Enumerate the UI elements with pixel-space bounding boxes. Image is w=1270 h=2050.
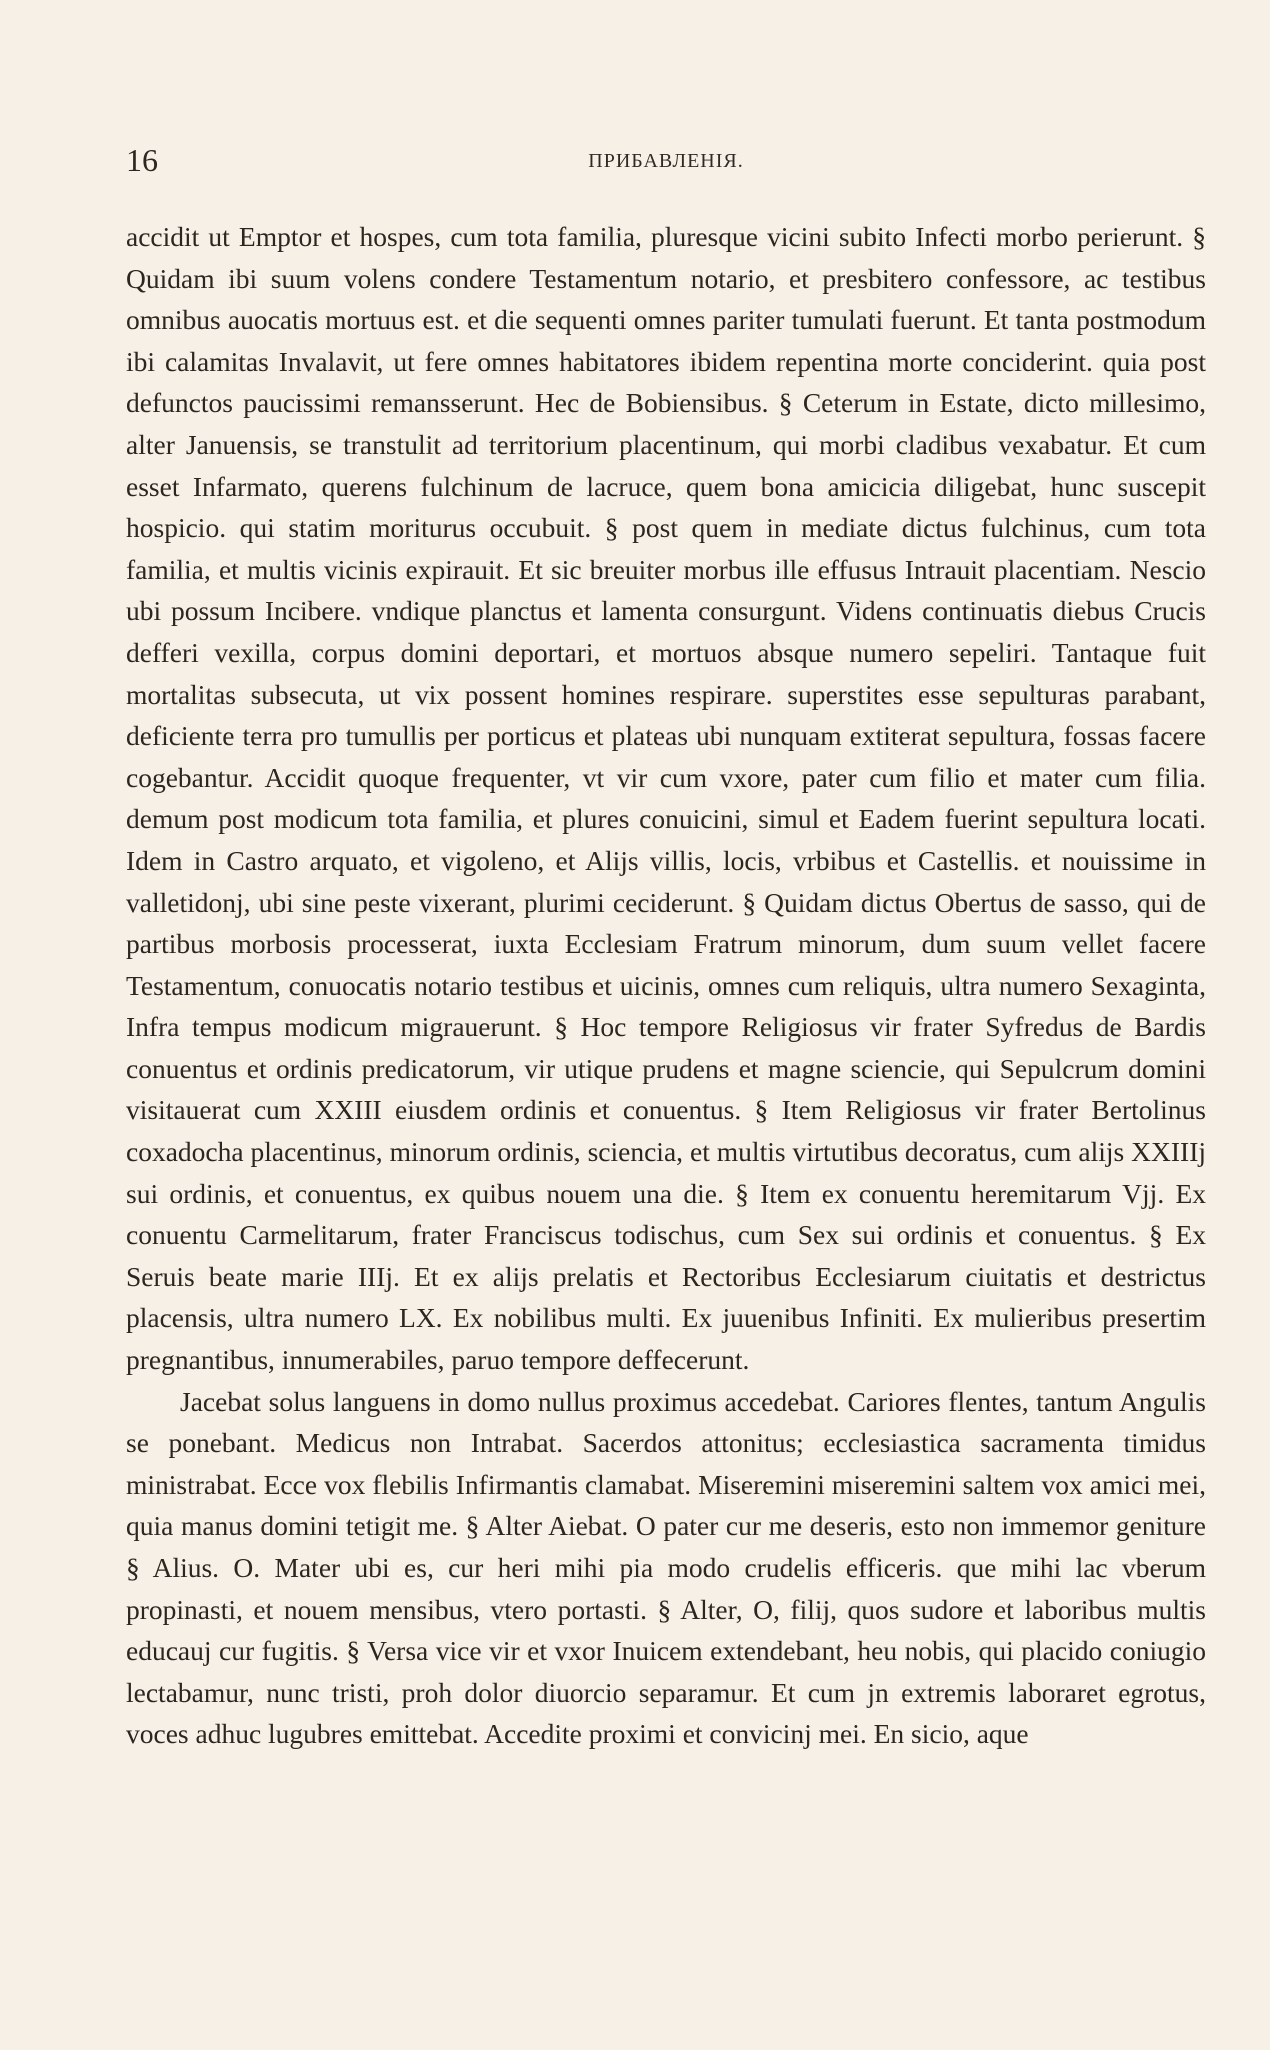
paragraph-2: Jacebat solus languens in domo nullus proximus accedebat. Cariores flentes, tantum Angulis se ponebant. Medicus non Intrabat. Sacerdos attonitus; ecclesiastica sacramenta timidus ministrabat. Ecce vox flebilis Infirmantis clamabat. Miseremini miseremini saltem vox amici mei, quia manus domini tetigit me. § Alter Aiebat. O pater cur me deseris, esto non immemor geniture § Alius. O. Mater ubi es, cur heri mihi pia modo crudelis efficeris. que mihi lac vberum propinasti, et nouem mensibus, vtero portasti. § Alter, O, filij, quos sudore et laboribus multis educauj cur fugitis. § Versa vice vir et vxor Inuicem extendebant, heu nobis, qui placido coniugio lectabamur, nunc tristi, proh dolor diuorcio separamur. Et cum jn extremis laboraret egrotus, voces adhuc lugubres emittebat. Accedite proximi et convicinj mei. En sicio, aque	[126, 1385, 1206, 1750]
page-number: 16	[126, 142, 158, 178]
page-header	[126, 140, 1206, 180]
running-head: ПРИБАВЛЕНІЯ.	[588, 150, 744, 172]
body-text	[126, 216, 1206, 1755]
paragraph-1: accidit ut Emptor et hospes, cum tota familia, pluresque vicini subito Infecti morbo perierunt. § Quidam ibi suum volens condere Testamentum notario, et presbitero confessore, ac testibus omnibus auocatis mortuus est. et die sequenti omnes pariter tumulati fuerunt. Et tanta postmodum ibi calamitas Invalavit, ut fere omnes habitatores ibidem repentina morte conciderint. quia post defunctos paucissimi remansserunt. Hec de Bobiensibus. § Ceterum in Estate, dicto millesimo, alter Januensis, se transtulit ad territorium placentinum, qui morbi cladibus vexabatur. Et cum esset Infarmato, querens fulchinum de lacruce, quem bona amicicia diligebat, hunc suscepit hospicio. qui statim moriturus occubuit. § post quem in mediate dictus fulchinus, cum tota familia, et multis vicinis expirauit. Et sic breuiter morbus ille effusus Intrauit placentiam. Nescio ubi possum Incibere. vndique planctus et lamenta consurgunt. Videns continuatis diebus Crucis defferi vexilla, corpus domini deportari, et mortuos absque numero sepeliri. Tantaque fuit mortalitas subsecuta, ut vix possent homines respirare. superstites esse sepulturas parabant, deficiente terra pro tumullis per porticus et plateas ubi nunquam extiterat sepultura, fossas facere cogebantur. Accidit quoque frequenter, vt vir cum vxore, pater cum filio et mater cum filia. demum post modicum tota familia, et plures conuicini, simul et Eadem fuerint sepultura locati. Idem in Castro arquato, et vigoleno, et Alijs villis, locis, vrbibus et Castellis. et nouissime in valletidonj, ubi sine peste vixerant, plurimi ceciderunt. § Quidam dictus Obertus de sasso, qui de partibus morbosis processerat, iuxta Ecclesiam Fratrum minorum, dum suum vellet facere Testamentum, conuocatis notario testibus et uicinis, omnes cum reliquis, ultra numero Sexaginta, Infra tempus modicum migrauerunt. § Hoc tempore Religiosus vir frater Syfredus de Bardis conuentus et ordinis predicatorum, vir utique prudens et magne sciencie, qui Sepulcrum domini visitauerat cum XXIII eiusdem ordinis et conuentus. § Item Religiosus vir frater Bertolinus coxadocha placentinus, minorum ordinis, sciencia, et multis virtutibus decoratus, cum alijs XXIIIj sui ordinis, et conuentus, ex quibus nouem una die. § Item ex conuentu heremitarum Vjj. Ex conuentu Carmelitarum, frater Franciscus todischus, cum Sex sui ordinis et conuentus. § Ex Seruis beate marie IIIj. Et ex alijs prelatis et Rectoribus Ecclesiarum ciuitatis et destrictus placensis, ultra numero LX. Ex nobilibus multi. Ex juuenibus Infiniti. Ex mulieribus presertim pregnantibus, innumerabiles, paruo tempore deffecerunt.	[126, 221, 1206, 1376]
